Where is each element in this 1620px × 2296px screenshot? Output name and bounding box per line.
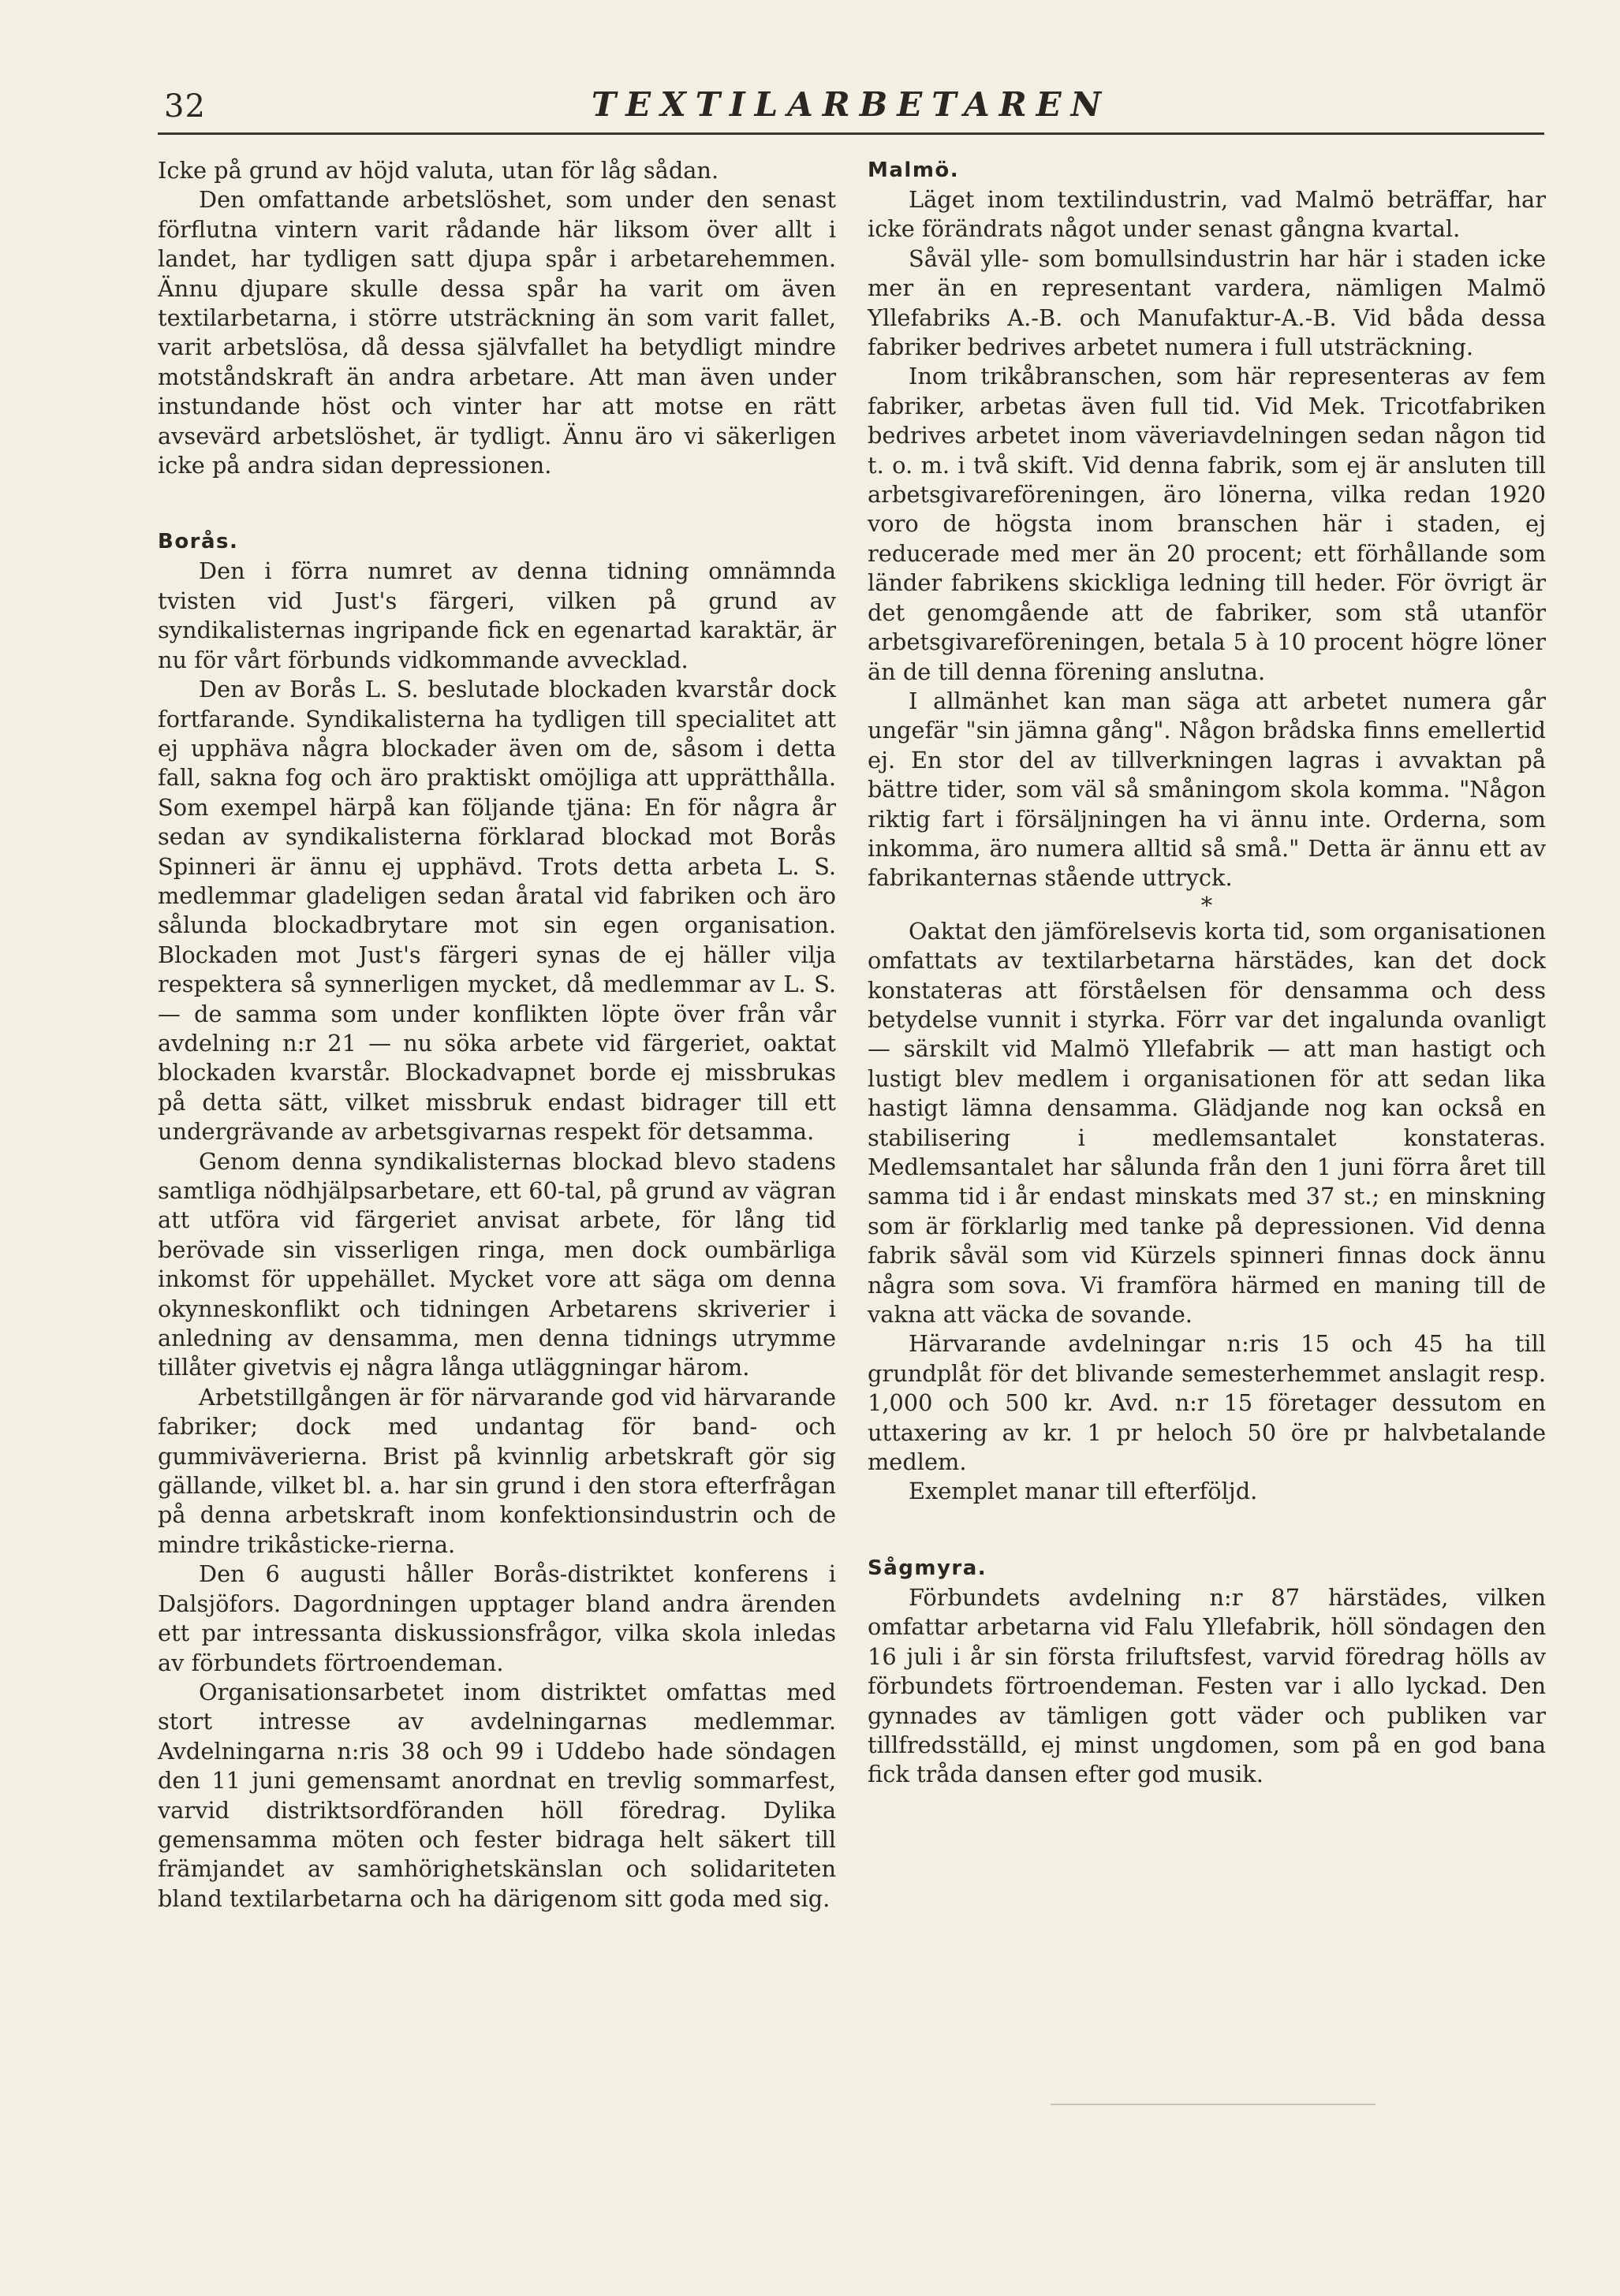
article-paragraph: Den av Borås L. S. beslutade blockaden kvarstår dock fortfarande. Syndikalisterna ha tydligen till specialitet att ej upphäva några blockader även om de, såsom i detta fall, sakna fog och äro praktiskt omöjliga att upprätthålla. Som exempel härpå kan följande tjäna: En för några år sedan av syndikalisterna förklarad blockad mot Borås Spinneri är ännu ej upphävd. Trots detta arbeta L. S. medlemmar gladeligen sedan åratal vid fabriken och äro sålunda blockadbrytare mot sin egen organisation. Blockaden mot Just's färgeri synas de ej häller vilja respektera så synnerligen mycket, då medlemmar av L. S. — de samma som under konflikten löpte över från vår avdelning n:r 21 — nu söka arbete vid färgeriet, oaktat blockaden kvarstår. Blockadvapnet borde ej missbrukas på detta sätt, vilket missbruk endast bidrager till ett undergrävande av arbetsgivarnas respekt för detsamma. <box>158 676 836 1146</box>
article-paragraph: Genom denna syndikalisternas blockad blevo stadens samtliga nödhjälpsarbetare, ett 60-tal, på grund av vägran att utföra vid färgeriet anvisat arbete, för lång tid berövade sin visserligen ringa, men dock oumbärliga inkomst för uppehället. Mycket vore att säga om denna okynneskonflikt och tidningen Arbetarens skriverier i anledning av densamma, men denna tidnings utrymme tillåter givetvis ej några långa utläggningar härom. <box>158 1147 836 1381</box>
footer-rule <box>1051 2104 1376 2105</box>
article-paragraph: Exemplet manar till efterföljd. <box>909 1478 1258 1505</box>
article-paragraph: Härvarande avdelningar n:ris 15 och 45 ha till grundplåt för det blivande semesterhemmet anslagit resp. 1,000 och 500 kr. Avd. n:r 15 företager dessutom en uttaxering av kr. 1 pr heloch 50 öre pr halvbetalande medlem. <box>868 1330 1546 1476</box>
article-paragraph: Såväl ylle- som bomullsindustrin har här i staden icke mer än en representant vardera, nämligen Malmö Yllefabriks A.-B. och Manufaktur-A.-B. Vid båda dessa fabriker bedrives arbetet numera i full utsträckning. <box>868 244 1546 361</box>
article-paragraph: Organisationsarbetet inom distriktet omfattas med stort intresse av avdelningarnas medlemmar. Avdelningarna n:ris 38 och 99 i Uddebo hade söndagen den 11 juni gemensamt anordnat en trevlig sommarfest, varvid distriktsordföranden höll föredrag. Dylika gemensamma möten och fester bidraga helt säkert till främjandet av samhörighetskänslan och solidariteten bland textilarbetarna och ha därigenom sitt goda med sig. <box>158 1678 836 1912</box>
right-column <box>868 156 1546 1790</box>
intro-paragraph: Den omfattande arbetslöshet, som under den senast förflutna vintern varit rådande här liksom över allt i landet, har tydligen satt djupa spår i arbetarehemmen. Ännu djupare skulle dessa spår ha varit om även textilarbetarna, i större utsträckning än som varit fallet, varit arbetslösa, då dessa självfallet ha betydligt mindre motståndskraft än andra arbetare. Att man även under instundande höst och vinter har att motse en rätt avsevärd arbetslöshet, är tydligt. Ännu äro vi säkerligen icke på andra sidan depressionen. <box>158 186 836 479</box>
article-paragraph: I allmänhet kan man säga att arbetet numera går ungefär "sin jämna gång". Någon brådska finns emellertid ej. En stor del av tillverkningen lagras i avvaktan på bättre tider, som väl så småningom skola komma. "Någon riktig fart i försäljningen ha vi ännu inte. Orderna, som inkomma, äro numera alltid så små." Detta är ännu ett av fabrikanternas stående uttryck. <box>868 687 1546 892</box>
page-number: 32 <box>164 88 206 125</box>
article-paragraph: Den i förra numret av denna tidning omnämnda tvisten vid Just's färgeri, vilken på grund av syndikalisternas ingripande fick en egenartad karaktär, är nu för vårt förbunds vidkommande avvecklad. <box>158 557 836 673</box>
section-separator: * <box>1200 891 1213 919</box>
page-header <box>158 85 1544 135</box>
article-paragraph: Arbetstillgången är för närvarande god vid härvarande fabriker; dock med undantag för band- och gummiväverierna. Brist på kvinnlig arbetskraft gör sig gällande, vilket bl. a. har sin grund i den stora efterfrågan på denna arbetskraft inom konfektionsindustrin och de mindre trikåsticke-rierna. <box>158 1383 836 1558</box>
section-heading-sagmyra: Sågmyra. <box>868 1556 987 1580</box>
article-paragraph: Oaktat den jämförelsevis korta tid, som organisationen omfattats av textilarbetarna härstädes, kan det dock konstateras att förståelsen för densamma och dess betydelse vunnit i styrka. Förr var det ingalunda ovanligt — särskilt vid Malmö Yllefabrik — att man hastigt och lustigt blev medlem i organisationen för att sedan lika hastigt lämna densamma. Glädjande nog kan också en stabilisering i medlemsantalet konstateras. Medlemsantalet har sålunda från den 1 juni förra året till samma tid i år endast minskats med 37 st.; en minskning som är förklarlig med tanke på depressionen. Vid denna fabrik såväl som vid Kürzels spinneri finnas dock ännu några som sova. Vi framföra härmed en maning till de vakna att väcka de sovande. <box>868 917 1546 1329</box>
article-paragraph: Inom trikåbranschen, som här representeras av fem fabriker, arbetas även full tid. Vid Mek. Tricotfabriken bedrives arbetet inom väveriavdelningen sedan någon tid t. o. m. i två skift. Vid denna fabrik, som ej är ansluten till arbetsgivareföreningen, äro lönerna, vilka redan 1920 voro de högsta inom branschen här i staden, ej reducerade med mer än 20 procent; ett förhållande som länder fabrikens skickliga ledning till heder. För övrigt är det genomgående att de fabriker, som stå utanför arbetsgivareföreningen, betala 5 à 10 procent högre löner än de till denna förening anslutna. <box>868 363 1546 685</box>
article-paragraph: Förbundets avdelning n:r 87 härstädes, vilken omfattar arbetarna vid Falu Yllefabrik, höll söndagen den 16 juli i år sin första friluftsfest, varvid föredrag hölls av förbundets förtroendeman. Festen var i allo lyckad. Den gynnades av tämligen gott väder och publiken var tillfredsställd, ej minst ungdomen, som på en god bana fick tråda dansen efter god musik. <box>868 1583 1546 1788</box>
left-column <box>158 156 836 1914</box>
intro-paragraph: Icke på grund av höjd valuta, utan för låg sådan. <box>158 157 719 184</box>
section-heading-malmo: Malmö. <box>868 158 960 182</box>
section-heading-boras: Borås. <box>158 530 239 554</box>
running-title: TEXTILARBETAREN <box>591 85 1111 124</box>
article-paragraph: Läget inom textilindustrin, vad Malmö beträffar, har icke förändrats något under senast gångna kvartal. <box>868 186 1546 243</box>
article-paragraph: Den 6 augusti håller Borås-distriktet konferens i Dalsjöfors. Dagordningen upptager bland andra ärenden ett par intressanta diskussionsfrågor, vilka skola inledas av förbundets förtroendeman. <box>158 1560 836 1676</box>
